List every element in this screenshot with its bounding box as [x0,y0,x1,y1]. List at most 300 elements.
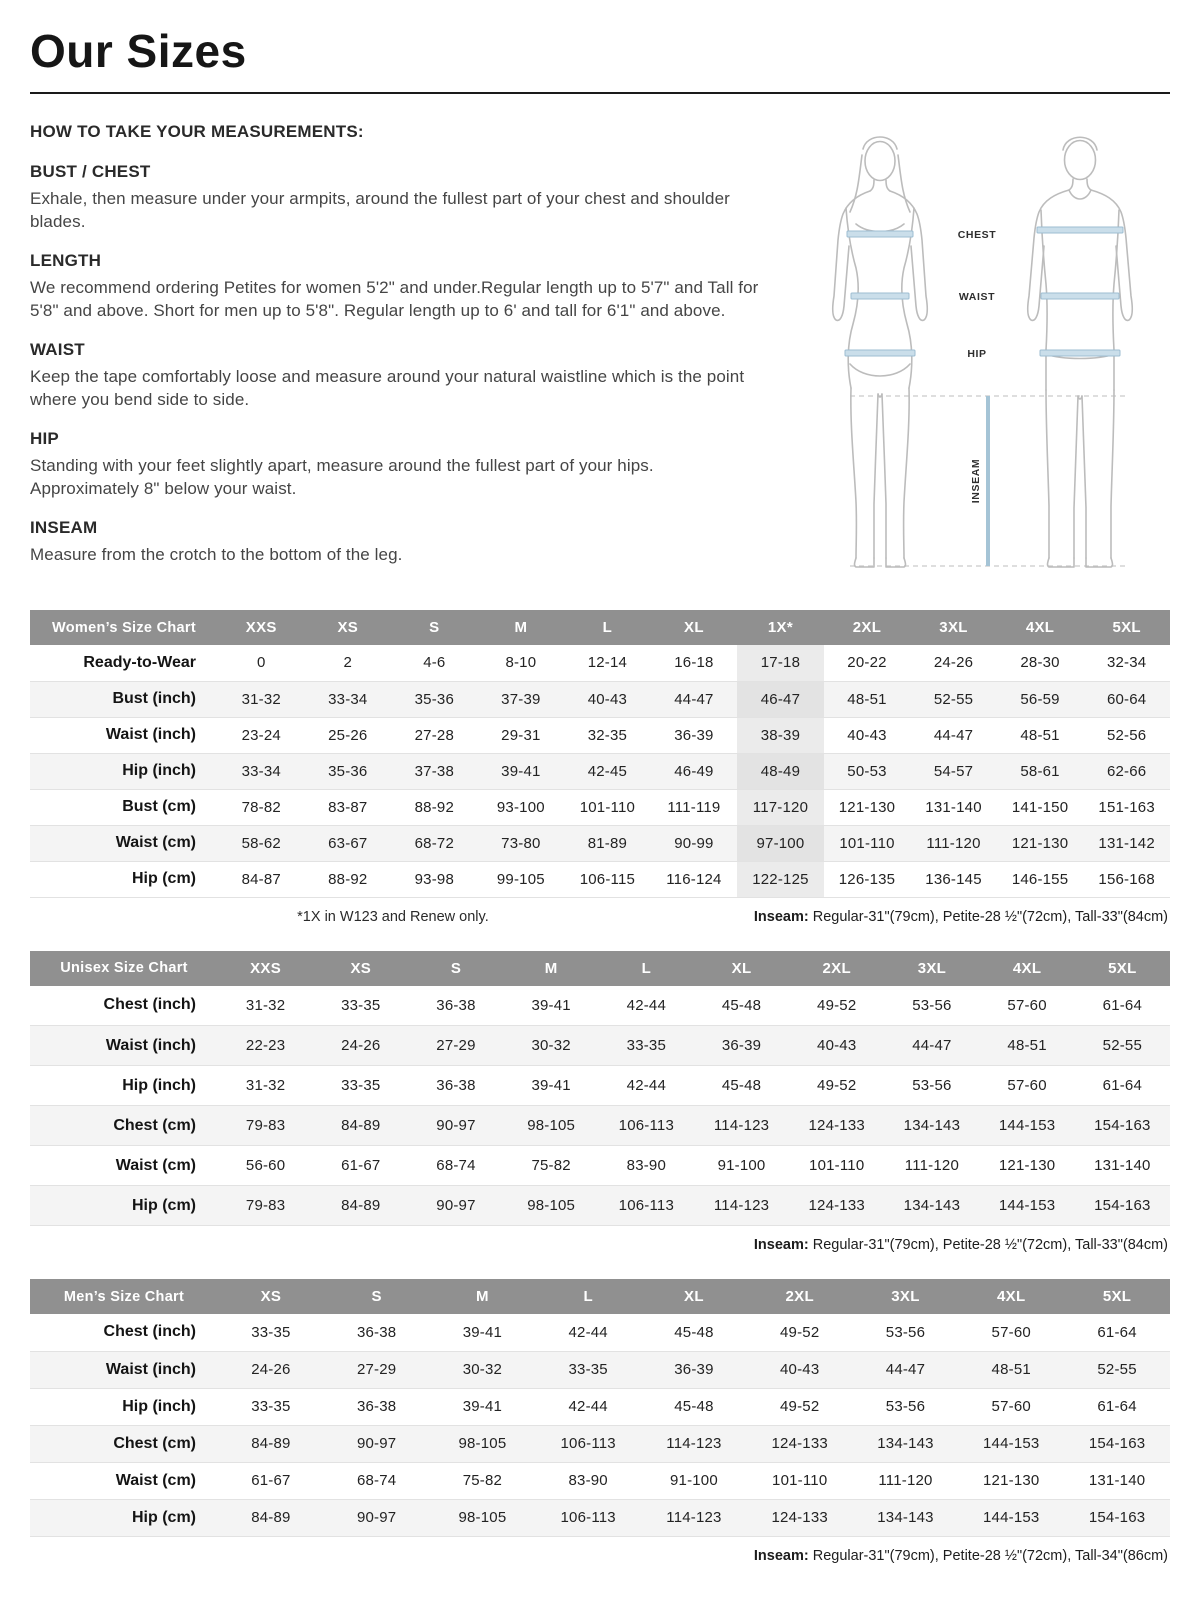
inseam-note-label: Inseam: [753,1237,809,1253]
value-cell: 90-97 [436,1197,476,1214]
value-cell: 40-43 [780,1361,820,1378]
value-cell: 40-43 [587,690,628,708]
value-cell: 4-6 [423,654,446,672]
value-cell: 114-123 [666,1509,722,1526]
value-cell: 45-48 [721,1077,762,1094]
value-cell: 33-35 [341,1077,381,1094]
value-cell: 42-44 [626,1077,667,1094]
value-cell: 154-163 [1094,1117,1151,1134]
chest-label: CHEST [957,229,997,241]
column-header: M [504,951,599,986]
value-cell: 124-133 [808,1117,865,1134]
value-cell: 38-39 [737,717,824,753]
column-header: S [324,1279,430,1314]
unisex-size-table [30,951,1170,1227]
column-header: 3XL [884,951,979,986]
value-cell: 106-113 [618,1197,675,1214]
value-cell: 88-92 [414,798,455,816]
section-body: Measure from the crotch to the bottom of the leg. [30,544,403,564]
value-cell: 61-64 [1097,1398,1137,1415]
value-cell: 39-41 [531,1077,571,1094]
value-cell: 121-130 [983,1472,1040,1489]
table-title: Men’s Size Chart [30,1279,218,1314]
inseam-note-label: Inseam: [753,1547,809,1564]
section-body: Keep the tape comfortably loose and measure around your natural waistline which is the point where you bend side to side. [30,366,745,410]
value-cell: 81-89 [587,834,628,852]
value-cell: 154-163 [1094,1197,1151,1214]
column-header: M [430,1279,536,1314]
table-row [30,1388,1170,1425]
value-cell: 57-60 [991,1398,1031,1415]
women-waist-line [851,293,909,299]
value-cell: 36-39 [674,1361,714,1378]
table-row [30,789,1170,825]
column-header: 4XL [997,610,1084,645]
value-cell: 40-43 [847,726,887,744]
value-cell: 44-47 [933,726,974,744]
section-body: Standing with your feet slightly apart, measure around the fullest part of your hips. Approximately 8" below your waist. [30,455,654,499]
value-cell: 98-105 [458,1435,507,1452]
value-cell: 57-60 [1007,996,1047,1014]
value-cell: 141-150 [1011,798,1069,816]
value-cell: 40-43 [817,1037,857,1054]
table-row [30,1186,1170,1226]
column-header: L [535,1279,641,1314]
value-cell: 24-26 [251,1361,291,1378]
value-cell: 79-83 [245,1197,286,1214]
value-cell: 17-18 [737,645,824,681]
value-cell: 146-155 [1011,870,1069,888]
value-cell: 90-99 [674,834,714,852]
value-cell: 131-140 [1094,1157,1151,1174]
value-cell: 90-97 [356,1509,397,1526]
value-cell: 83-90 [568,1472,608,1489]
column-header: S [408,951,503,986]
value-cell: 25-26 [328,726,368,744]
value-cell: 144-153 [998,1197,1056,1214]
value-cell: 134-143 [903,1197,961,1214]
row-label: Bust (inch) [112,690,196,707]
value-cell: 45-48 [674,1398,714,1415]
value-cell: 12-14 [587,654,628,672]
value-cell: 111-120 [926,834,981,852]
value-cell: 117-120 [737,789,824,825]
value-cell: 16-18 [674,654,714,672]
column-header: XS [218,1279,324,1314]
value-cell: 101-110 [772,1472,828,1489]
value-cell: 56-59 [1020,690,1060,708]
header-row [30,1279,1170,1314]
instruction-section [30,429,760,501]
value-cell: 29-31 [501,726,541,744]
column-header: XL [694,951,789,986]
men-waist-line [1041,293,1119,299]
value-cell: 58-61 [1020,762,1060,780]
column-header: 2XL [824,610,911,645]
value-cell: 111-120 [878,1472,933,1489]
value-cell: 0 [256,654,266,672]
value-cell: 37-38 [414,762,455,780]
value-cell: 106-113 [560,1509,616,1526]
value-cell: 35-36 [414,690,455,708]
value-cell: 28-30 [1020,654,1060,672]
measurement-instructions [30,122,760,598]
value-cell: 44-47 [885,1361,926,1378]
value-cell: 61-64 [1102,996,1143,1014]
men-size-chart [30,1279,1170,1564]
value-cell: 53-56 [912,1077,952,1094]
value-cell: 52-55 [1097,1361,1137,1378]
section-title: LENGTH [30,250,102,270]
inseam-label: INSEAM [970,458,982,504]
value-cell: 39-41 [462,1398,503,1415]
footnote-note: *1X in W123 and Renew only. [297,908,489,925]
value-cell: 156-168 [1098,870,1155,888]
table-row [30,825,1170,861]
column-header: 5XL [1075,951,1170,986]
value-cell: 91-100 [717,1157,766,1174]
value-cell: 121-130 [998,1157,1056,1174]
value-cell: 134-143 [877,1435,934,1452]
value-cell: 114-123 [713,1117,770,1134]
value-cell: 93-100 [496,798,545,816]
value-cell: 60-64 [1106,690,1147,708]
value-cell: 61-67 [251,1472,291,1489]
row-label: Chest (cm) [113,1434,196,1452]
value-cell: 48-51 [991,1361,1031,1378]
women-size-chart [30,610,1170,925]
value-cell: 39-41 [531,996,571,1014]
instruction-sections [30,162,760,566]
table-row [30,1351,1170,1388]
waist-label: WAIST [958,291,996,303]
value-cell: 106-115 [579,870,636,888]
value-cell: 23-24 [241,726,281,744]
value-cell: 116-124 [666,870,722,888]
value-cell: 33-35 [251,1323,291,1341]
value-cell: 30-32 [462,1361,503,1378]
value-cell: 63-67 [328,834,368,852]
value-cell: 131-140 [1088,1472,1146,1489]
value-cell: 144-153 [983,1435,1040,1452]
row-label: Waist (cm) [115,1471,196,1489]
value-cell: 99-105 [496,870,545,888]
value-cell: 58-62 [241,834,281,852]
row-label: Bust (cm) [122,798,196,815]
value-cell: 31-32 [241,690,281,708]
table-title: Women’s Size Chart [30,610,218,645]
value-cell: 84-89 [341,1117,381,1134]
row-label: Waist (inch) [105,726,196,743]
column-header: XXS [218,610,305,645]
value-cell: 39-41 [462,1323,503,1341]
value-cell: 84-89 [341,1197,381,1214]
value-cell: 36-38 [436,996,476,1014]
value-cell: 44-47 [912,1037,952,1054]
title-divider [30,92,1170,94]
value-cell: 42-44 [568,1398,608,1415]
value-cell: 134-143 [903,1117,961,1134]
value-cell: 52-55 [933,690,974,708]
value-cell: 36-38 [356,1323,397,1341]
value-cell: 61-64 [1102,1077,1143,1094]
value-cell: 93-98 [414,870,455,888]
value-cell: 90-97 [356,1435,397,1452]
row-label: Hip (cm) [132,870,196,887]
instruction-section [30,518,760,566]
value-cell: 144-153 [998,1117,1056,1134]
row-label: Waist (cm) [115,834,196,851]
row-label: Chest (cm) [113,1116,196,1134]
value-cell: 68-74 [436,1157,476,1174]
value-cell: 126-135 [838,870,896,888]
value-cell: 33-35 [251,1398,291,1415]
value-cell: 61-64 [1097,1323,1137,1341]
value-cell: 52-56 [1106,726,1147,744]
section-title: WAIST [30,339,85,359]
value-cell: 101-110 [839,834,895,852]
value-cell: 2 [343,654,353,672]
value-cell: 33-34 [328,690,368,708]
row-label: Ready-to-Wear [83,653,196,671]
value-cell: 83-90 [626,1157,667,1174]
table-row [30,986,1170,1026]
row-label: Hip (inch) [122,762,196,779]
value-cell: 50-53 [847,762,887,780]
value-cell: 83-87 [328,798,368,816]
table-row [30,753,1170,789]
table-footnotes [32,1548,1168,1564]
column-header: 4XL [958,1279,1064,1314]
table-footnotes [32,1237,1168,1253]
value-cell: 136-145 [925,870,982,888]
value-cell: 33-34 [241,762,281,780]
value-cell: 97-100 [737,825,824,861]
value-cell: 68-74 [356,1472,397,1489]
value-cell: 106-113 [618,1117,675,1134]
value-cell: 33-35 [626,1037,667,1054]
value-cell: 48-51 [1007,1037,1047,1054]
men-size-table [30,1279,1170,1537]
column-header: 3XL [853,1279,959,1314]
row-label: Hip (inch) [122,1076,196,1094]
value-cell: 78-82 [241,798,281,816]
value-cell: 154-163 [1088,1509,1146,1526]
value-cell: 24-26 [933,654,974,672]
top-section [30,122,1170,598]
table-row [30,861,1170,897]
table-row [30,1146,1170,1186]
table-row [30,1314,1170,1351]
measurement-diagram [775,122,1170,598]
column-header: 5XL [1064,1279,1170,1314]
section-title: BUST / CHEST [30,162,151,181]
value-cell: 151-163 [1098,798,1155,816]
row-label: Waist (cm) [115,1156,196,1174]
column-header: XL [651,610,738,645]
value-cell: 48-51 [1020,726,1060,744]
value-cell: 20-22 [847,654,887,672]
value-cell: 48-51 [847,690,887,708]
value-cell: 84-89 [251,1509,291,1526]
value-cell: 90-97 [436,1117,476,1134]
value-cell: 33-35 [341,996,381,1014]
men-hip-line [1040,350,1120,356]
column-header: XXS [218,951,313,986]
value-cell: 121-130 [838,798,896,816]
value-cell: 121-130 [1011,834,1069,852]
column-header: XS [313,951,408,986]
size-charts [30,610,1170,1564]
row-label: Chest (inch) [103,996,196,1014]
value-cell: 49-52 [817,1077,857,1094]
value-cell: 114-123 [666,1435,722,1452]
instruction-section [30,340,760,412]
value-cell: 42-44 [568,1323,608,1341]
section-body: Exhale, then measure under your armpits, around the fullest part of your chest and shoulder blades. [30,189,730,232]
column-header: 2XL [789,951,884,986]
value-cell: 24-26 [341,1037,381,1054]
value-cell: 98-105 [527,1117,576,1134]
value-cell: 84-87 [241,870,281,888]
value-cell: 31-32 [245,996,286,1014]
value-cell: 61-67 [341,1157,381,1174]
column-header: XL [641,1279,747,1314]
value-cell: 68-72 [414,834,455,852]
inseam-note: Inseam: Regular-31"(79cm), Petite-28 ½"(72cm), Tall-33"(84cm) [753,1237,1168,1253]
value-cell: 98-105 [527,1197,576,1214]
women-chest-line [847,231,913,237]
value-cell: 42-45 [587,762,628,780]
header-row [30,951,1170,986]
value-cell: 75-82 [462,1472,503,1489]
value-cell: 101-110 [579,798,636,816]
column-header: 5XL [1083,610,1170,645]
value-cell: 22-23 [245,1037,286,1054]
table-row [30,1106,1170,1146]
instructions-heading: HOW TO TAKE YOUR MEASUREMENTS: [30,122,364,141]
value-cell: 30-32 [531,1037,571,1054]
instruction-section [30,251,760,323]
inseam-note: Inseam: Regular-31"(79cm), Petite-28 ½"(72cm), Tall-34"(86cm) [753,1547,1168,1564]
value-cell: 8-10 [505,654,537,672]
women-size-table [30,610,1170,898]
value-cell: 48-49 [737,753,824,789]
inseam-note-label: Inseam: [753,908,809,925]
value-cell: 101-110 [809,1157,865,1174]
table-row [30,1425,1170,1462]
value-cell: 79-83 [245,1117,286,1134]
value-cell: 42-44 [626,996,667,1014]
value-cell: 36-39 [674,726,714,744]
header-row [30,610,1170,645]
value-cell: 57-60 [1007,1077,1047,1094]
table-row [30,681,1170,717]
value-cell: 49-52 [817,996,857,1014]
column-header: L [599,951,694,986]
table-title: Unisex Size Chart [30,951,218,986]
value-cell: 45-48 [721,996,762,1014]
value-cell: 56-60 [245,1157,286,1174]
value-cell: 124-133 [808,1197,865,1214]
column-header: 4XL [980,951,1075,986]
column-header: 3XL [910,610,997,645]
value-cell: 37-39 [501,690,541,708]
value-cell: 32-35 [587,726,628,744]
body-diagram-svg [790,128,1170,598]
table-row [30,717,1170,753]
value-cell: 134-143 [877,1509,934,1526]
value-cell: 88-92 [328,870,368,888]
table-row [30,1462,1170,1499]
unisex-size-chart [30,951,1170,1254]
value-cell: 54-57 [933,762,974,780]
value-cell: 49-52 [780,1398,820,1415]
value-cell: 36-39 [721,1037,762,1054]
row-label: Hip (inch) [122,1397,196,1415]
row-label: Hip (cm) [132,1196,196,1214]
value-cell: 106-113 [560,1435,616,1452]
table-row [30,1066,1170,1106]
hip-label: HIP [967,348,987,360]
value-cell: 114-123 [713,1197,770,1214]
value-cell: 73-80 [501,834,541,852]
women-hip-line [845,350,915,356]
value-cell: 49-52 [780,1323,820,1341]
value-cell: 111-120 [904,1157,960,1174]
row-label: Waist (inch) [105,1036,196,1054]
table-row [30,645,1170,681]
value-cell: 33-35 [568,1361,608,1378]
value-cell: 52-55 [1102,1037,1143,1054]
value-cell: 144-153 [983,1509,1040,1526]
value-cell: 46-49 [674,762,714,780]
value-cell: 98-105 [458,1509,507,1526]
column-header: 2XL [747,1279,853,1314]
value-cell: 46-47 [737,681,824,717]
value-cell: 31-32 [245,1077,286,1094]
value-cell: 27-28 [414,726,455,744]
column-header: XS [305,610,392,645]
value-cell: 75-82 [531,1157,571,1174]
value-cell: 62-66 [1106,762,1147,780]
table-row [30,1499,1170,1536]
table-footnotes [32,909,1168,925]
value-cell: 35-36 [328,762,368,780]
value-cell: 36-38 [436,1077,476,1094]
value-cell: 111-119 [667,798,721,816]
value-cell: 27-29 [356,1361,397,1378]
column-header: L [564,610,651,645]
column-header: M [478,610,565,645]
men-chest-line [1037,227,1123,233]
value-cell: 124-133 [771,1435,828,1452]
instruction-section [30,162,760,234]
value-cell: 91-100 [669,1472,718,1489]
section-title: HIP [30,428,59,448]
value-cell: 122-125 [737,861,824,897]
value-cell: 32-34 [1106,654,1147,672]
value-cell: 131-140 [925,798,982,816]
value-cell: 53-56 [885,1323,926,1341]
column-header: S [391,610,478,645]
value-cell: 53-56 [912,996,952,1014]
value-cell: 45-48 [674,1323,714,1341]
table-row [30,1026,1170,1066]
value-cell: 36-38 [356,1398,397,1415]
value-cell: 57-60 [991,1323,1031,1341]
value-cell: 154-163 [1088,1435,1146,1452]
